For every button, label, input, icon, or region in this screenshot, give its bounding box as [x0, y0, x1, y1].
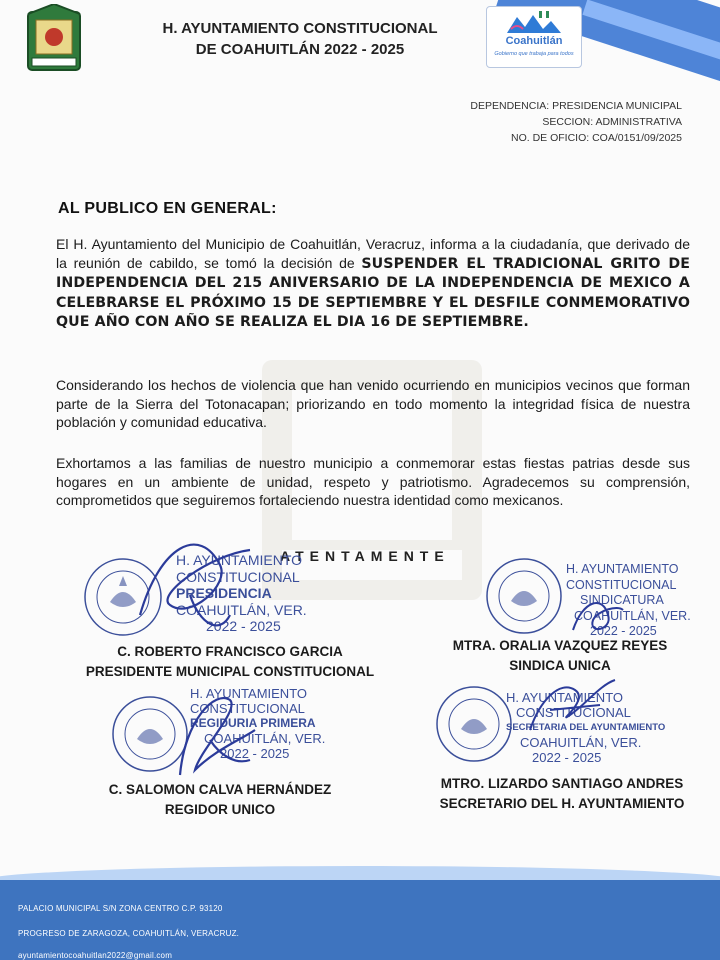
- secretario-signature-block: [412, 774, 712, 814]
- signature-presidente: [130, 525, 270, 640]
- reason-paragraph: Considerando los hechos de violencia que han venido ocurriendo en municipios vecinos que forman parte de la Sierra del Totonacapan; priorizando en todo momento la integridad física de nuestra población y comunidad educativa.: [56, 377, 690, 430]
- secretario-name: MTRO. LIZARDO SANTIAGO ANDRES: [440, 776, 684, 791]
- regidor-name: C. SALOMON CALVA HERNÁNDEZ: [108, 782, 332, 797]
- signature-regidor: [160, 680, 270, 790]
- meta-seccion: SECCION: ADMINISTRATIVA: [542, 116, 682, 128]
- regidor-title: REGIDOR UNICO: [164, 802, 276, 817]
- secretario-title: SECRETARIO DEL H. AYUNTAMIENTO: [439, 796, 685, 811]
- logo-slogan: Gobierno que trabaja para todos: [494, 51, 574, 57]
- municipal-crest-icon: [22, 4, 86, 78]
- stamp-presidencia: H. AYUNTAMIENTO CONSTITUCIONAL PRESIDENCIA COAHUITLÁN, VER. 2022 - 2025: [176, 552, 307, 634]
- town-skyline-icon: [487, 7, 581, 37]
- footer-email: ayuntamientocoahuitlan2022@gmail.com: [18, 951, 173, 960]
- sindica-title: SINDICA UNICA: [509, 658, 611, 673]
- footer-city: PROGRESO DE ZARAGOZA, COAHUITLÁN, VERACRUZ.: [18, 929, 240, 938]
- meta-oficio: NO. DE OFICIO: COA/0151/09/2025: [511, 132, 682, 144]
- coahuitlan-logo: [486, 6, 582, 68]
- presidente-signature-block: [40, 642, 420, 682]
- presidente-name: C. ROBERTO FRANCISCO GARCIA: [117, 644, 343, 659]
- announcement-paragraph: [56, 235, 690, 332]
- signature-secretario: [520, 670, 620, 740]
- presidente-title: PRESIDENTE MUNICIPAL CONSTITUCIONAL: [85, 664, 375, 679]
- national-seal-icon: [434, 684, 514, 764]
- exhortation-paragraph: Exhortamos a las familias de nuestro municipio a conmemorar estas fiestas patrias desde sus hogares en un ambiente de unidad, respeto y patriotismo. Agradecemos su comprensión, comprometidos que seguiremos fortaleciendo nuestra identidad como mexicanos.: [56, 455, 690, 508]
- meta-dependencia: DEPENDENCIA: PRESIDENCIA MUNICIPAL: [470, 100, 682, 112]
- footer-address: PALACIO MUNICIPAL S/N ZONA CENTRO C.P. 93120: [18, 904, 223, 913]
- announcement-intro: El H. Ayuntamiento del Municipio de Coahuitlán, Veracruz, informa a la ciudadanía, que derivado de la reunión de cabildo, se tomó la decisión de: [56, 236, 690, 271]
- national-seal-icon: [484, 556, 564, 636]
- greeting-heading: AL PUBLICO EN GENERAL:: [58, 200, 277, 217]
- footer-band: [0, 880, 720, 960]
- document-metadata: [470, 98, 682, 146]
- stamp-sindicatura: H. AYUNTAMIENTO CONSTITUCIONAL SINDICATURA COAHUITLÁN, VER. 2022 - 2025: [566, 562, 691, 638]
- stamp-secretaria: H. AYUNTAMIENTO CONSTITUCIONAL SECRETARIA DEL AYUNTAMIENTO COAHUITLÁN, VER. 2022 - 2025: [506, 690, 666, 765]
- regidor-signature-block: [70, 780, 370, 820]
- header-title-line1: H. AYUNTAMIENTO CONSTITUCIONAL: [162, 20, 438, 37]
- logo-name: Coahuitlán: [505, 35, 563, 47]
- header-title-line2: DE COAHUITLÁN 2022 - 2025: [195, 41, 405, 58]
- signature-sindica: [568, 590, 628, 640]
- announcement-bold: SUSPENDER EL TRADICIONAL GRITO DE INDEPENDENCIA DEL 215 ANIVERSARIO DE LA INDEPENDENCIA DE MEXICO A CELEBRARSE EL PRÓXIMO 15 DE SEPTIEMBRE Y EL DESFILE CONMEMORATIVO QUE AÑO CON AÑO SE REALIZA EL DIA 16 DE SEPTIEMBRE.: [56, 255, 690, 330]
- header-title: [120, 18, 480, 60]
- closing-atentamente: ATENTAMENTE: [280, 548, 450, 564]
- sindica-name: MTRA. ORALIA VAZQUEZ REYES: [452, 638, 668, 653]
- stamp-regiduria: H. AYUNTAMIENTO CONSTITUCIONAL REGIDURIA PRIMERA COAHUITLÁN, VER. 2022 - 2025: [190, 686, 326, 761]
